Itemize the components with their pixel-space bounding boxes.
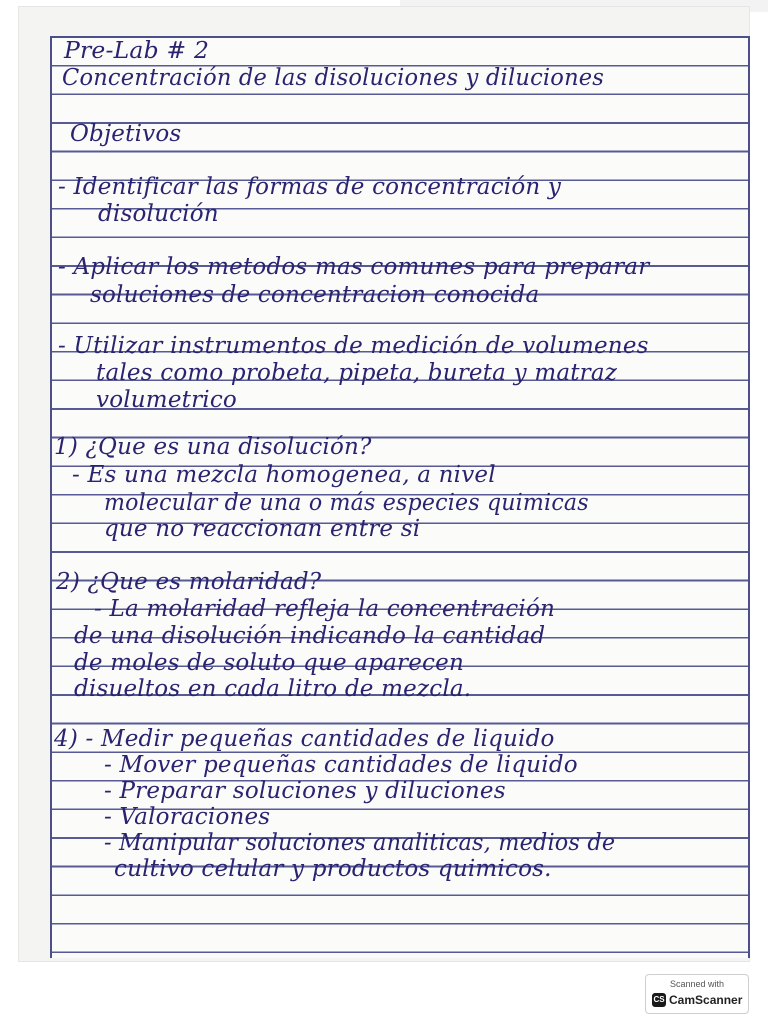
answer-4-item-3: - Preparar soluciones y diluciones	[104, 778, 506, 804]
answer-4-item-5-line-2: cultivo celular y productos quimicos.	[114, 856, 552, 882]
objective-3-line-1: - Utilizar instrumentos de medición de volumenes	[58, 333, 649, 359]
question-1: 1) ¿Que es una disolución?	[54, 434, 372, 460]
objectives-heading: Objetivos	[70, 121, 182, 147]
objective-3-line-3: volumetrico	[96, 387, 237, 413]
camscanner-logo-icon: CS	[652, 993, 666, 1007]
objective-3-line-2: tales como probeta, pipeta, bureta y matraz	[96, 360, 618, 386]
objective-2-line-2: soluciones de concentracion conocida	[90, 282, 540, 308]
objective-2-line-1: - Aplicar los metodos mas comunes para preparar	[58, 254, 650, 280]
answer-2-line-2: de una disolución indicando la cantidad	[74, 623, 546, 649]
answer-2-line-1: - La molaridad refleja la concentración	[94, 596, 556, 622]
answer-4-item-1: 4) - Medir pequeñas cantidades de liquido	[54, 726, 555, 752]
answer-4-item-2: - Mover pequeñas cantidades de liquido	[104, 752, 578, 778]
question-2: 2) ¿Que es molaridad?	[56, 569, 322, 595]
answer-1-line-2: molecular de una o más especies quimicas	[104, 490, 589, 516]
scanned-with-label: Scanned with	[669, 979, 725, 989]
answer-1-line-1: - Es una mezcla homogenea, a nivel	[72, 462, 496, 488]
camscanner-watermark	[645, 974, 749, 1014]
notes-title: Pre-Lab # 2	[64, 38, 210, 64]
answer-4-item-4: - Valoraciones	[104, 804, 271, 830]
objective-1-line-1: - Identificar las formas de concentración y	[58, 174, 562, 200]
objective-1-line-2: disolución	[98, 201, 219, 227]
answer-2-line-3: de moles de soluto que aparecen	[74, 650, 464, 676]
answer-2-line-4: disueltos en cada litro de mezcla.	[74, 676, 472, 702]
scanned-page	[18, 6, 750, 962]
answer-4-item-5-line-1: - Manipular soluciones analiticas, medios de	[104, 830, 616, 856]
answer-1-line-3: que no reaccionan entre si	[104, 516, 421, 542]
notes-subtitle: Concentración de las disoluciones y diluciones	[62, 65, 605, 91]
camscanner-name: CamScanner	[669, 993, 743, 1007]
